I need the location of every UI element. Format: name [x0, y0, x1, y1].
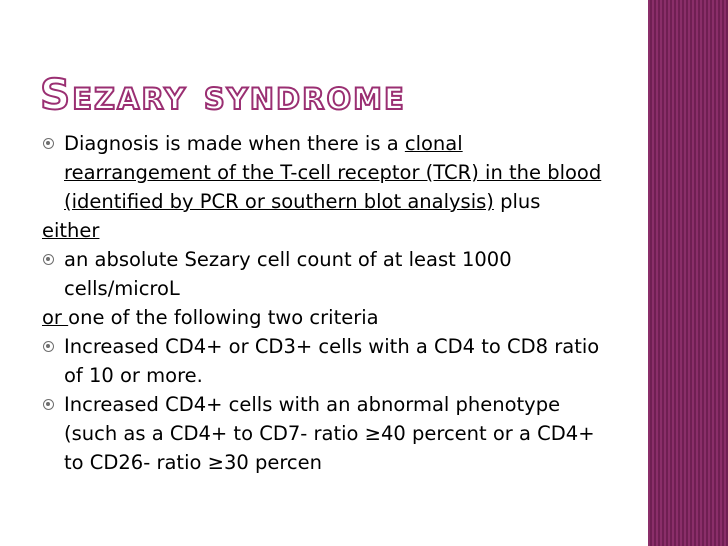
- slide-title: Sezary syndrome: [40, 70, 406, 119]
- connector-text: either: [42, 219, 100, 242]
- bullet-item-abnormal-phenotype: [42, 390, 602, 477]
- target-bullet-icon: [43, 341, 54, 352]
- slide-content: [42, 129, 602, 477]
- target-bullet-icon: [43, 138, 54, 149]
- target-bullet-icon: [43, 254, 54, 265]
- connector-text: one of the following two criteria: [68, 306, 379, 329]
- bullet-text: Increased CD4+ or CD3+ cells with a CD4 to CD8 ratio of 10 or more.: [64, 335, 600, 387]
- bullet-item-diagnosis: [42, 129, 602, 216]
- connector-either: [42, 216, 602, 245]
- bullet-item-sezary-count: [42, 245, 602, 303]
- target-bullet-icon: [43, 399, 54, 410]
- bullet-text: an absolute Sezary cell count of at least 1000 cells/microL: [64, 248, 512, 300]
- decorative-side-bar: [648, 0, 728, 546]
- connector-or: [42, 303, 602, 332]
- bullet-text: plus: [493, 190, 541, 213]
- bullet-text-underlined: clonal rearrangement of the T-cell receptor (TCR) in the blood (identified by PCR or southern blot analysis): [64, 132, 602, 213]
- bullet-text: Diagnosis is made when there is a: [64, 132, 405, 155]
- bullet-text: Increased CD4+ cells with an abnormal phenotype (such as a CD4+ to CD7- ratio ≥40 percent or a CD4+ to CD26- ratio ≥30 percen: [64, 393, 595, 474]
- connector-text: or: [42, 306, 69, 329]
- bullet-item-cd4-cd8-ratio: [42, 332, 602, 390]
